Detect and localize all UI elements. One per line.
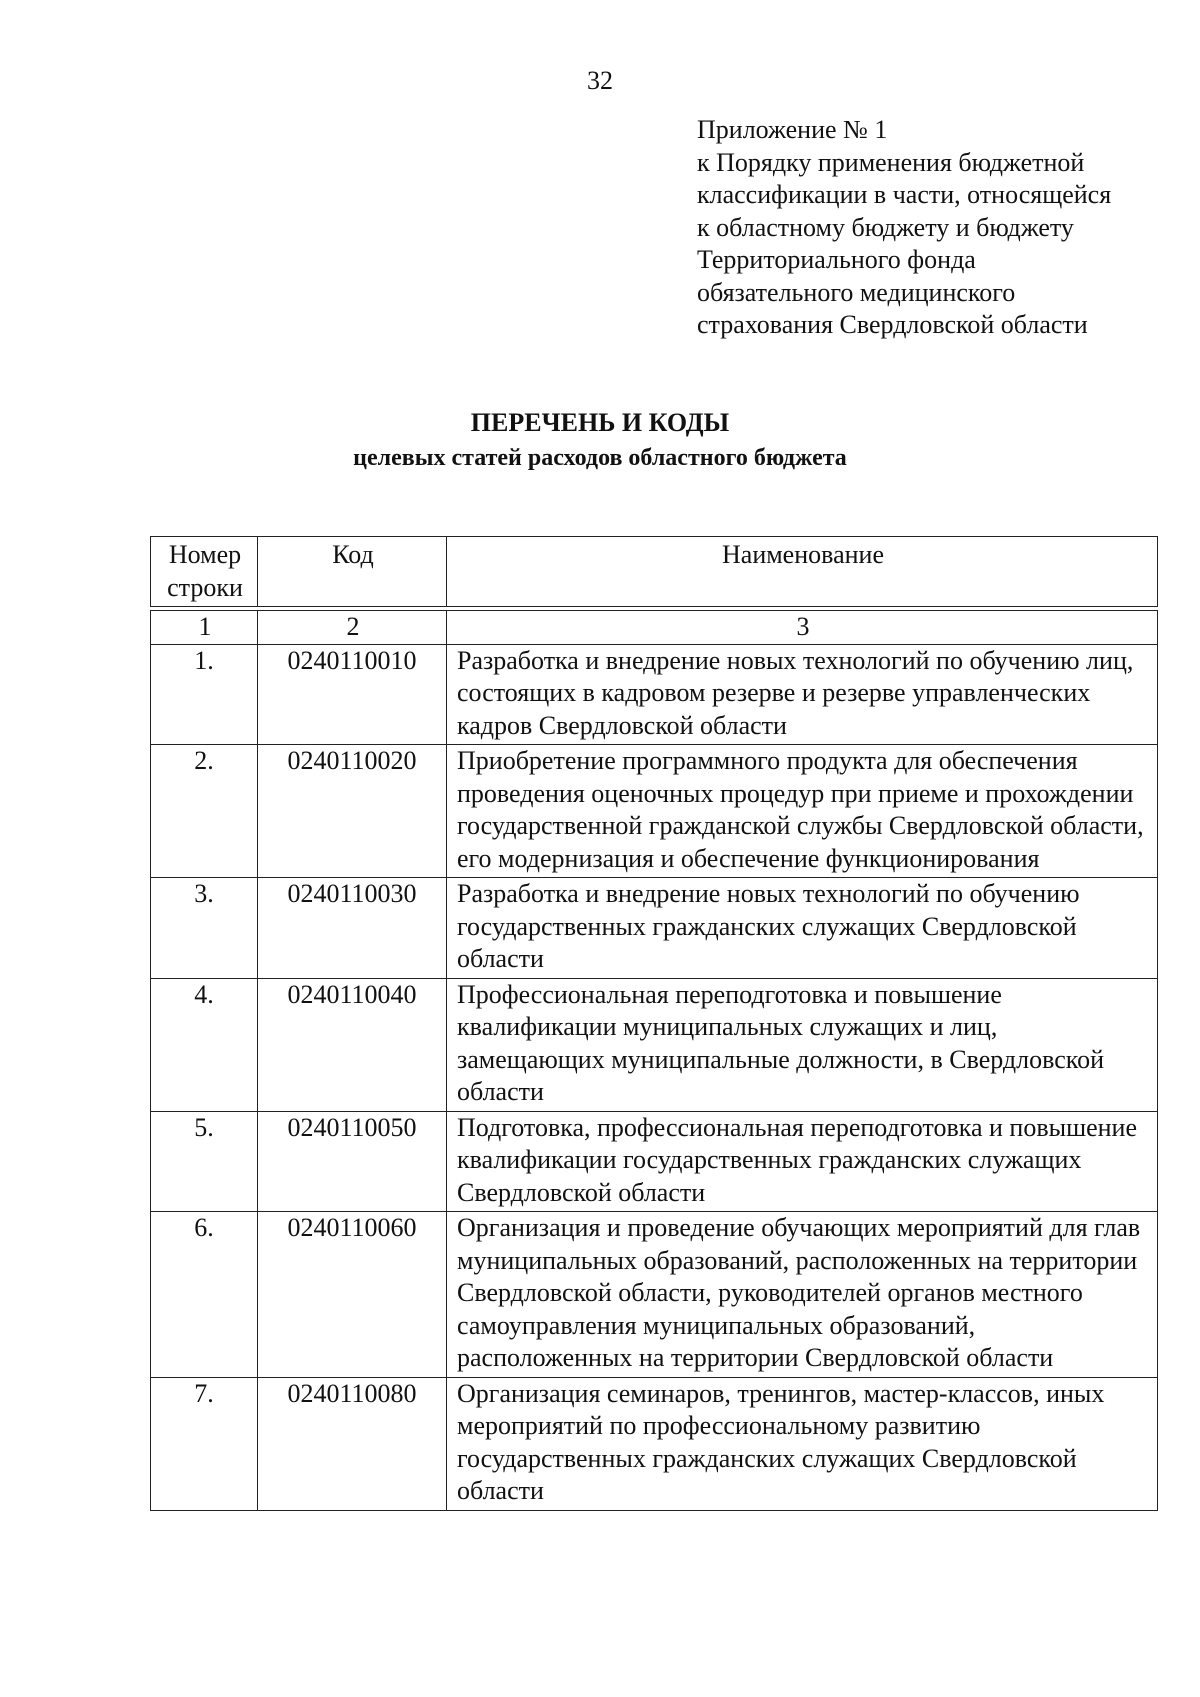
document-subtitle: целевых статей расходов областного бюджета	[353, 445, 847, 471]
appendix-line: Территориального фонда	[697, 245, 976, 274]
header-code: Код	[258, 537, 447, 607]
table-row	[151, 1212, 1158, 1378]
document-title: ПЕРЕЧЕНЬ И КОДЫ	[470, 408, 730, 437]
row-name: Разработка и внедрение новых технологий по обучению лиц, состоящих в кадровом резерве и резерве управленческих кадров Свердловской области	[447, 644, 1158, 745]
header-row-number: Номер строки	[151, 537, 258, 607]
table-row	[151, 745, 1158, 878]
row-code: 0240110050	[258, 1111, 447, 1212]
codes-table	[150, 536, 1158, 1511]
table-row	[151, 1111, 1158, 1212]
header-name: Наименование	[447, 537, 1158, 607]
table-header-row	[151, 537, 1158, 607]
row-number: 4.	[151, 978, 258, 1111]
row-code: 0240110030	[258, 878, 447, 979]
appendix-line: обязательного медицинского	[697, 277, 1016, 307]
row-name: Приобретение программного продукта для обеспечения проведения оценочных процедур при приеме и прохождении государственной гражданской службы Свердловской области, его модернизация и обеспечение функционирования	[447, 745, 1158, 878]
table-row	[151, 644, 1158, 745]
row-number: 6.	[151, 1212, 258, 1378]
row-name: Подготовка, профессиональная переподготовка и повышение квалификации государственных гражданских служащих Свердловской области	[447, 1111, 1158, 1212]
table-row	[151, 978, 1158, 1111]
row-number: 3.	[151, 878, 258, 979]
row-name: Организация и проведение обучающих мероприятий для глав муниципальных образований, расположенных на территории Свердловской области, руководителей органов местного самоуправления муниципальных образований, расположенных на территории Свердловской области	[447, 1212, 1158, 1378]
table-row	[151, 1377, 1158, 1510]
appendix-block	[697, 114, 1157, 342]
row-code: 0240110020	[258, 745, 447, 878]
column-number: 2	[258, 611, 447, 645]
row-number: 7.	[151, 1377, 258, 1510]
row-number: 1.	[151, 644, 258, 745]
appendix-line: к Порядку применения бюджетной	[697, 147, 1085, 177]
row-name: Разработка и внедрение новых технологий по обучению государственных гражданских служащих Свердловской области	[447, 878, 1158, 979]
row-name: Организация семинаров, тренингов, мастер-классов, иных мероприятий по профессиональному развитию государственных гражданских служащих Свердловской области	[447, 1377, 1158, 1510]
column-number: 3	[447, 611, 1158, 645]
column-number: 1	[151, 611, 258, 645]
row-name: Профессиональная переподготовка и повышение квалификации муниципальных служащих и лиц, замещающих муниципальные должности, в Свердловской области	[447, 978, 1158, 1111]
row-code: 0240110060	[258, 1212, 447, 1378]
row-code: 0240110080	[258, 1377, 447, 1510]
row-code: 0240110040	[258, 978, 447, 1111]
row-code: 0240110010	[258, 644, 447, 745]
appendix-line: страхования Свердловской области	[697, 310, 1088, 339]
appendix-line: Приложение № 1	[697, 115, 888, 144]
appendix-line: классификации в части, относящейся	[697, 180, 1112, 209]
row-number: 5.	[151, 1111, 258, 1212]
codes-table-wrapper	[150, 536, 1157, 1511]
appendix-line: к областному бюджету и бюджету	[697, 212, 1074, 242]
table-column-numbers-row	[151, 611, 1158, 645]
row-number: 2.	[151, 745, 258, 878]
page-number: 32	[587, 66, 613, 95]
table-row	[151, 878, 1158, 979]
